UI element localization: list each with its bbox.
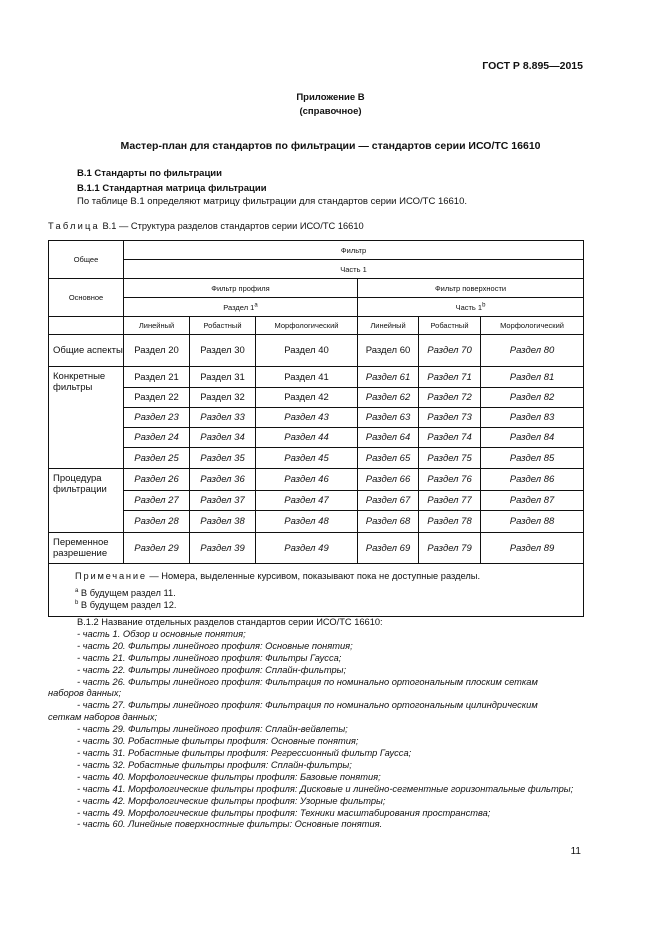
table-cell: Раздел 43 — [256, 408, 358, 428]
note-line — [53, 570, 579, 583]
table-cell: Раздел 48 — [256, 511, 358, 533]
table-cell: Раздел 74 — [419, 428, 481, 448]
footnote-a-ref: a — [254, 302, 258, 308]
table-cell: Раздел 62 — [358, 388, 419, 408]
list-item: - часть 60. Линейные поверхностные фильтры: Основные понятия. — [77, 819, 383, 830]
footnote-a-mark: a — [75, 587, 79, 594]
basic-header: Основное — [49, 279, 124, 317]
table-cell: Раздел 49 — [256, 533, 358, 564]
table-cell: Раздел 33 — [190, 408, 256, 428]
table-cell: Раздел 35 — [190, 448, 256, 469]
footnote-b — [53, 599, 579, 612]
note-label: Примечание — [75, 571, 147, 581]
list-item: - часть 31. Робастные фильтры профиля: Регрессионный фильтр Гаусса; — [77, 747, 412, 758]
table-cell: Раздел 87 — [481, 491, 584, 511]
section-b11-heading: В.1.1 Стандартная матрица фильтрации — [77, 183, 267, 194]
table-cell: Раздел 75 — [419, 448, 481, 469]
page-number: 11 — [570, 846, 581, 857]
list-item: - часть 27. Фильтры линейного профиля: Фильтрация по номинально ортогональным цилиндрическим — [77, 700, 538, 711]
table-cell: Раздел 61 — [358, 367, 419, 388]
table-cell: Раздел 37 — [190, 491, 256, 511]
footnote-b-text: В будущем раздел 12. — [78, 600, 177, 610]
section1-label: Раздел 1 — [223, 302, 255, 312]
table-cell: Раздел 81 — [481, 367, 584, 388]
table-cell: Раздел 20 — [124, 335, 190, 367]
table-cell: Раздел 21 — [124, 367, 190, 388]
table-cell: Раздел 79 — [419, 533, 481, 564]
table-cell: Раздел 71 — [419, 367, 481, 388]
table-cell: Раздел 73 — [419, 408, 481, 428]
table-cell: Раздел 89 — [481, 533, 584, 564]
table-cell: Раздел 39 — [190, 533, 256, 564]
footnote-a-text: В будущем раздел 11. — [78, 587, 176, 598]
table-cell: Раздел 85 — [481, 448, 584, 469]
appendix-title: Мастер-план для стандартов по фильтрации — стандартов серии ИСО/ТС 16610 — [120, 140, 541, 152]
general-header: Общее — [49, 241, 124, 279]
table-cell: Раздел 80 — [481, 335, 584, 367]
table-cell: Раздел 29 — [124, 533, 190, 564]
parts-list — [48, 617, 585, 831]
table-cell: Раздел 28 — [124, 511, 190, 533]
profile-filter-header: Фильтр профиля — [124, 279, 358, 298]
table-cell: Раздел 30 — [190, 335, 256, 367]
list-item: - часть 1. Обзор и основные понятия; — [77, 628, 246, 639]
table-cell: Раздел 67 — [358, 491, 419, 511]
part1-header: Часть 1 — [124, 260, 584, 279]
list-item: - часть 20. Фильтры линейного профиля: Основные понятия; — [77, 640, 353, 651]
row-label-variable-resolution: Переменное разрешение — [49, 533, 124, 564]
list-item: - часть 40. Морфологические фильтры профиля: Базовые понятия; — [77, 771, 381, 782]
list-item: - часть 29. Фильтры линейного профиля: Сплайн-вейвлеты; — [77, 724, 348, 735]
table-cell: Раздел 68 — [358, 511, 419, 533]
table-note — [49, 564, 584, 617]
table-cell: Раздел 42 — [256, 388, 358, 408]
footnote-a — [53, 587, 579, 600]
list-item: - часть 21. Фильтры линейного профиля: Фильтры Гаусса; — [77, 652, 342, 663]
table-cell: Раздел 70 — [419, 335, 481, 367]
list-item: - часть 32. Робастные фильтры профиля: Сплайн-фильтры; — [77, 759, 352, 770]
col-header: Линейный — [124, 317, 190, 335]
table-cell: Раздел 23 — [124, 408, 190, 428]
table-cell: Раздел 47 — [256, 491, 358, 511]
table-caption-number: В.1 — [102, 221, 117, 231]
table-cell: Раздел 24 — [124, 428, 190, 448]
table-cell: Раздел 25 — [124, 448, 190, 469]
table-cell: Раздел 60 — [358, 335, 419, 367]
surface-filter-header: Фильтр поверхности — [358, 279, 584, 298]
table-cell: Раздел 22 — [124, 388, 190, 408]
table-cell: Раздел 45 — [256, 448, 358, 469]
surface-part1-label: Часть 1 — [455, 302, 483, 312]
table-cell: Раздел 41 — [256, 367, 358, 388]
col-header: Линейный — [358, 317, 419, 335]
list-item: - часть 22. Фильтры линейного профиля: Сплайн-фильтры; — [77, 664, 347, 675]
table-caption — [48, 221, 364, 231]
table-cell: Раздел 69 — [358, 533, 419, 564]
note-text: — Номера, выделенные курсивом, показывают пока не доступные разделы. — [146, 571, 481, 581]
document-code-header: ГОСТ Р 8.895—2015 — [482, 60, 583, 72]
filter-header: Фильтр — [124, 241, 584, 260]
table-cell: Раздел 64 — [358, 428, 419, 448]
table-cell: Раздел 34 — [190, 428, 256, 448]
appendix-heading — [0, 91, 661, 119]
appendix-label: Приложение В — [296, 92, 365, 103]
footnote-b-mark: b — [75, 599, 79, 606]
list-item: - часть 41. Морфологические фильтры профиля: Дисковые и линейно-сегментные горизонтальные фильтры; — [77, 783, 574, 794]
row-label-specific-filters: Конкретные фильтры — [49, 367, 124, 469]
col-header: Морфологический — [256, 317, 358, 335]
section-b11-text: По таблице В.1 определяют матрицу фильтрации для стандартов серии ИСО/ТС 16610. — [77, 196, 468, 207]
parts-intro: В.1.2 Название отдельных разделов стандартов серии ИСО/ТС 16610: — [77, 617, 383, 627]
table-cell: Раздел 77 — [419, 491, 481, 511]
table-cell: Раздел 27 — [124, 491, 190, 511]
row-label-filtration-procedure: Процедура фильтрации — [49, 469, 124, 533]
row-label-general-aspects: Общие аспекты — [49, 335, 124, 367]
list-item: - часть 30. Робастные фильтры профиля: Основные понятия; — [77, 736, 359, 747]
table-cell: Раздел 76 — [419, 469, 481, 491]
table-cell: Раздел 82 — [481, 388, 584, 408]
table-cell: Раздел 63 — [358, 408, 419, 428]
list-item: - часть 42. Морфологические фильтры профиля: Узорные фильтры; — [77, 795, 386, 806]
filtration-matrix-table — [48, 240, 584, 617]
table-cell: Раздел 44 — [256, 428, 358, 448]
table-cell: Раздел 72 — [419, 388, 481, 408]
appendix-type: (справочное) — [299, 106, 362, 117]
surface-part1-header — [358, 298, 584, 317]
table-cell: Раздел 88 — [481, 511, 584, 533]
col-header: Робастный — [190, 317, 256, 335]
table-caption-text: — Структура разделов стандартов серии ИСО/ТС 16610 — [116, 221, 364, 231]
table-caption-label: Таблица — [48, 221, 100, 231]
section-b1-heading: В.1 Стандарты по фильтрации — [77, 168, 222, 179]
table-cell: Раздел 38 — [190, 511, 256, 533]
list-item: - часть 49. Морфологические фильтры профиля: Техники масштабирования пространства; — [77, 807, 491, 818]
table-cell: Раздел 36 — [190, 469, 256, 491]
empty-cell — [49, 317, 124, 335]
col-header: Робастный — [419, 317, 481, 335]
table-cell: Раздел 83 — [481, 408, 584, 428]
footnote-b-ref: b — [482, 302, 486, 308]
table-cell: Раздел 46 — [256, 469, 358, 491]
table-cell: Раздел 65 — [358, 448, 419, 469]
table-cell: Раздел 40 — [256, 335, 358, 367]
list-item-continuation: сеткам наборов данных; — [48, 712, 158, 723]
table-cell: Раздел 66 — [358, 469, 419, 491]
table-cell: Раздел 31 — [190, 367, 256, 388]
table-cell: Раздел 26 — [124, 469, 190, 491]
table-cell: Раздел 84 — [481, 428, 584, 448]
section1-header — [124, 298, 358, 317]
table-cell: Раздел 32 — [190, 388, 256, 408]
table-cell: Раздел 86 — [481, 469, 584, 491]
list-item: - часть 26. Фильтры линейного профиля: Фильтрация по номинально ортогональным плоским сеткам — [77, 676, 538, 687]
col-header: Морфологический — [481, 317, 584, 335]
table-cell: Раздел 78 — [419, 511, 481, 533]
list-item-continuation: наборов данных; — [48, 688, 122, 699]
